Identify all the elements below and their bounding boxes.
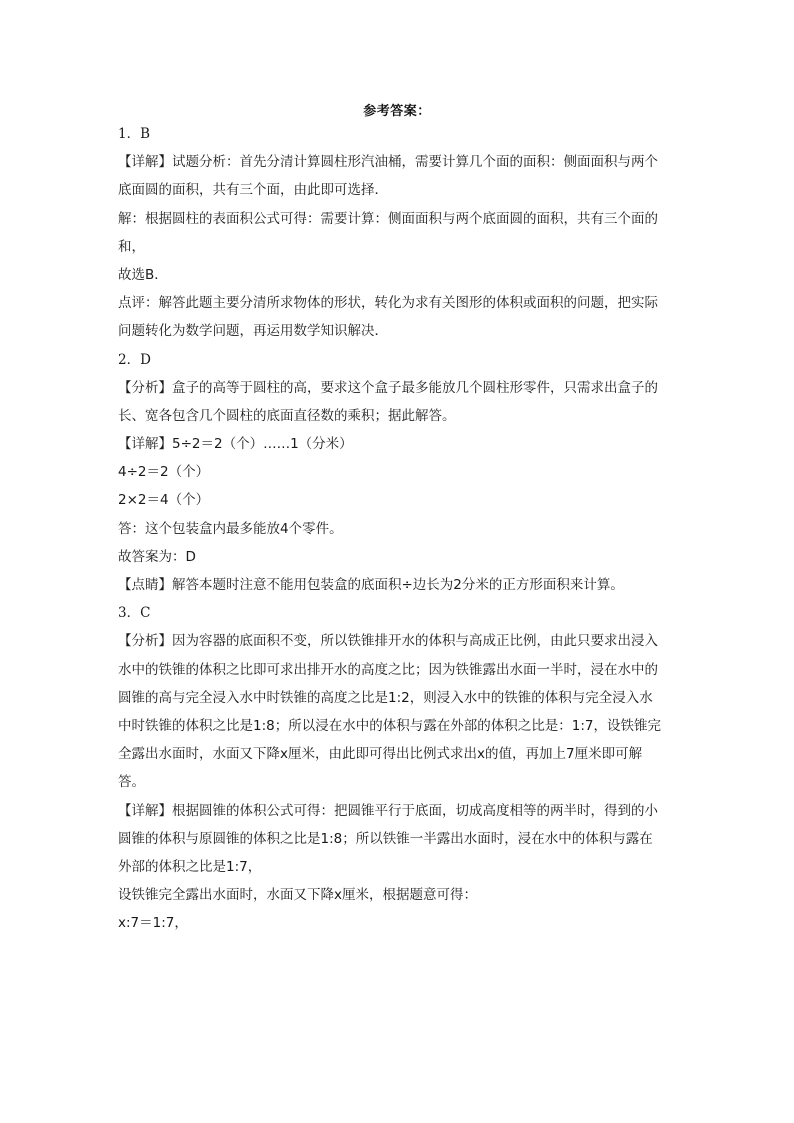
answer-1-line: 故选B．	[118, 266, 168, 283]
answer-2-line: 2×2＝4（个）	[118, 492, 210, 509]
answer-1-line: 【详解】试题分析：首先分清计算圆柱形汽油桶，需要计算几个面的面积：侧面面积与两个	[118, 154, 658, 171]
answer-1-line: 和，	[118, 238, 145, 255]
answer-3-line: 【详解】根据圆锥的体积公式可得：把圆锥平行于底面，切成高度相等的两半时，得到的小	[118, 802, 658, 819]
answer-3-line: 圆锥的体积与原圆锥的体积之比是1:8；所以铁锥一半露出水面时，浸在水中的体积与露在	[118, 830, 653, 847]
answer-1-heading: 1．B	[118, 126, 151, 142]
answer-3-line: 外部的体积之比是1:7，	[118, 858, 262, 875]
answer-2-line: 4÷2＝2（个）	[118, 464, 210, 481]
answer-content	[118, 120, 684, 937]
answer-1-line: 解：根据圆柱的表面积公式可得：需要计算：侧面面积与两个底面圆的面积，共有三个面的	[118, 210, 658, 227]
answer-3-line: 全露出水面时，水面又下降x厘米，由此即可得出比例式求出x的值，再加上7厘米即可解	[118, 746, 643, 763]
answer-2-line: 故答案为：D	[118, 548, 196, 565]
answer-3-line: 设铁锥完全露出水面时，水面又下降x厘米，根据题意可得：	[118, 887, 477, 904]
answer-2-line: 答：这个包装盒内最多能放4个零件。	[118, 520, 343, 537]
answer-2-line: 【点睛】解答本题时注意不能用包装盒的底面积÷边长为2分米的正方形面积来计算。	[118, 577, 624, 593]
answer-2-heading: 2．D	[118, 351, 151, 368]
answer-3-line: 【分析】因为容器的底面积不变，所以铁锥排开水的体积与高成正比例，由此只要求出浸入	[118, 633, 658, 650]
answer-1-line: 点评：解答此题主要分清所求物体的形状，转化为求有关图形的体积或面积的问题，把实际	[118, 295, 658, 312]
answer-3-line: 水中的铁锥的体积之比即可求出排开水的高度之比；因为铁锥露出水面一半时，浸在水中的	[118, 661, 658, 678]
answer-3-line: x:7＝1:7，	[118, 915, 188, 932]
answer-1-line: 问题转化为数学问题，再运用数学知识解决．	[118, 323, 388, 340]
answer-3-line: 答。	[118, 774, 145, 791]
answer-1-line: 底面圆的面积，共有三个面，由此即可选择．	[118, 182, 388, 199]
answer-2-line: 长、宽各包含几个圆柱的底面直径数的乘积；据此解答。	[118, 407, 456, 424]
answer-3-heading: 3．C	[118, 605, 151, 622]
page-title: 参考答案：	[363, 104, 431, 119]
answer-3-line: 圆锥的高与完全浸入水中时铁锥的高度之比是1:2，则浸入水中的铁锥的体积与完全浸入水	[118, 689, 653, 706]
answer-2-line: 【分析】盒子的高等于圆柱的高，要求这个盒子最多能放几个圆柱形零件，只需求出盒子的	[118, 379, 658, 396]
answer-3-line: 中时铁锥的体积之比是1:8；所以浸在水中的体积与露在外部的体积之比是：1:7，设铁锥完	[118, 717, 661, 734]
answer-2-line: 【详解】5÷2＝2（个）……1（分米）	[118, 436, 353, 453]
